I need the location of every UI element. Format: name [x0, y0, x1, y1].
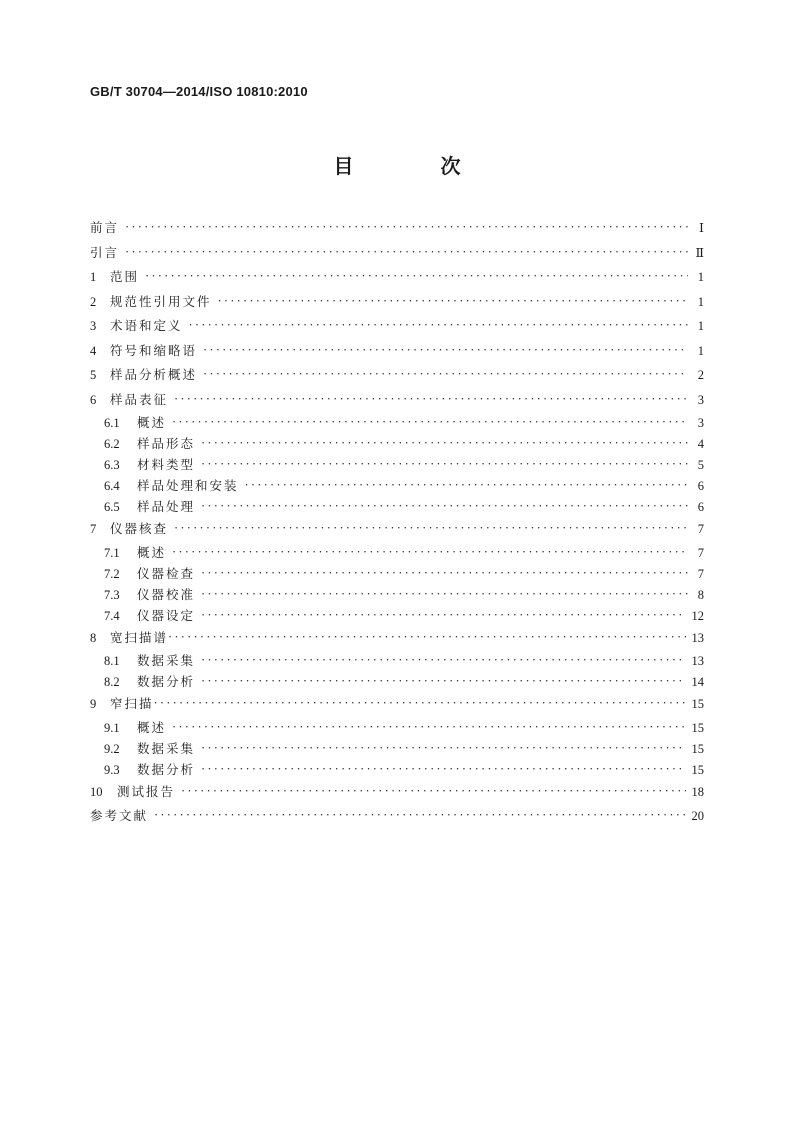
dot-leader	[168, 625, 685, 650]
toc-entry-label: 仪器校准	[137, 586, 196, 602]
toc-entry-6-1[interactable]	[90, 412, 704, 433]
toc-entry-page: 7	[697, 522, 704, 536]
toc-entry-label: 仪器检查	[137, 565, 196, 581]
dot-leader	[125, 240, 688, 265]
toc-entry-label: 测试报告	[117, 783, 176, 799]
toc-entry-6-4[interactable]	[90, 475, 704, 496]
dot-leader	[201, 584, 688, 605]
toc-entry-number: 7	[90, 522, 97, 536]
toc-entry-page: 15	[691, 697, 704, 711]
toc-entry-number: 6.5	[104, 500, 120, 514]
toc-entry-10[interactable]	[90, 780, 704, 805]
toc-entry-page: 7	[697, 566, 704, 581]
toc-entry-6-5[interactable]	[90, 496, 704, 517]
toc-entry-number: 8.1	[104, 654, 120, 668]
toc-entry-label: 前言	[90, 220, 120, 235]
toc-entry-9-2[interactable]	[90, 738, 704, 759]
standard-code: GB/T 30704—2014/ISO 10810:2010	[90, 84, 308, 99]
toc-entry-page: 1	[697, 343, 704, 358]
toc-entry-9[interactable]	[90, 692, 704, 717]
dot-leader	[201, 496, 688, 517]
toc-entry-page: 15	[691, 762, 704, 777]
toc-entry-6[interactable]	[90, 388, 704, 413]
toc-entry-number: 7.3	[104, 587, 120, 602]
toc-entry-page: 4	[697, 437, 704, 451]
toc-entry-number: 9	[90, 697, 97, 711]
toc-entry-number: 7.4	[104, 608, 120, 623]
dot-leader	[201, 454, 688, 475]
toc-entry-label: 符号和缩略语	[110, 342, 198, 358]
toc-entry-label: 样品表征	[110, 391, 169, 407]
toc-entry-label: 样品分析概述	[110, 367, 198, 382]
toc-entry-1[interactable]	[90, 265, 704, 290]
dot-leader	[154, 691, 686, 716]
toc-entry-7-3[interactable]	[90, 584, 704, 605]
toc-entry-label: 参考文献	[90, 808, 149, 823]
toc-entry-page: 5	[697, 458, 704, 472]
toc-entry-3[interactable]	[90, 314, 704, 339]
toc-entry-6-3[interactable]	[90, 454, 704, 475]
toc-entry-page: 15	[691, 741, 704, 756]
toc-entry-label: 数据分析	[137, 674, 196, 689]
page-title: 目 次	[333, 154, 501, 178]
dot-leader	[174, 516, 688, 541]
toc-entry-number: 2	[90, 294, 97, 309]
toc-entry-label: 窄扫描	[110, 696, 154, 711]
toc-entry-page: 1	[697, 270, 704, 284]
toc-entry-introduction[interactable]	[90, 241, 704, 266]
toc-entry-page: 18	[691, 784, 704, 799]
toc-entry-page: 6	[697, 479, 704, 493]
toc-entry-label: 仪器设定	[137, 607, 196, 623]
toc-entry-label: 范围	[110, 269, 140, 284]
toc-entry-8-2[interactable]	[90, 671, 704, 692]
toc-entry-page: Ⅱ	[695, 245, 704, 260]
toc-entry-number: 9.2	[104, 741, 120, 756]
toc-entry-label: 样品处理和安装	[137, 478, 239, 493]
toc-entry-page: 20	[691, 809, 704, 823]
dot-leader	[218, 289, 688, 314]
toc-entry-number: 3	[90, 319, 97, 333]
toc-entry-7-4[interactable]	[90, 605, 704, 626]
toc-entry-label: 数据分析	[137, 761, 196, 777]
toc-entry-number: 1	[90, 270, 97, 284]
dot-leader	[189, 313, 688, 338]
toc-entry-label: 数据采集	[137, 740, 196, 756]
toc-entry-2[interactable]	[90, 290, 704, 315]
dot-leader	[181, 779, 685, 804]
toc-entry-page: 3	[697, 392, 704, 407]
toc-entry-page: Ⅰ	[699, 221, 704, 235]
toc-entry-7[interactable]	[90, 517, 704, 542]
dot-leader	[201, 759, 685, 780]
toc-entry-number: 10	[90, 784, 103, 799]
dot-leader	[174, 387, 688, 412]
table-of-contents	[90, 216, 704, 829]
toc-entry-page: 2	[697, 368, 704, 382]
toc-entry-label: 数据采集	[137, 653, 196, 668]
toc-entry-number: 8.2	[104, 675, 120, 689]
toc-entry-page: 1	[697, 294, 704, 309]
toc-entry-label: 概述	[137, 415, 167, 430]
toc-entry-bibliography[interactable]	[90, 804, 704, 829]
dot-leader	[201, 650, 685, 671]
toc-entry-8-1[interactable]	[90, 650, 704, 671]
toc-entry-label: 材料类型	[137, 457, 196, 472]
toc-entry-number: 6.4	[104, 479, 120, 493]
toc-entry-label: 引言	[90, 244, 120, 260]
toc-entry-number: 6.2	[104, 437, 120, 451]
toc-entry-number: 9.1	[104, 720, 120, 735]
toc-entry-number: 7.2	[104, 566, 120, 581]
dot-leader	[201, 671, 685, 692]
dot-leader	[154, 803, 685, 828]
toc-entry-label: 样品形态	[137, 436, 196, 451]
dot-leader	[201, 563, 688, 584]
toc-entry-8[interactable]	[90, 626, 704, 651]
toc-entry-number: 6	[90, 392, 97, 407]
dot-leader	[125, 215, 688, 240]
toc-entry-6-2[interactable]	[90, 433, 704, 454]
dot-leader	[172, 717, 685, 738]
toc-entry-page: 13	[691, 630, 704, 645]
dot-leader	[201, 433, 688, 454]
dot-leader	[201, 605, 685, 626]
dot-leader	[245, 475, 688, 496]
toc-entry-number: 5	[90, 368, 97, 382]
toc-entry-label: 宽扫描谱	[110, 629, 169, 645]
toc-entry-page: 14	[691, 675, 704, 689]
dot-leader	[145, 264, 688, 289]
toc-entry-label: 概述	[137, 719, 167, 735]
toc-entry-label: 概述	[137, 544, 167, 560]
dot-leader	[172, 542, 688, 563]
toc-entry-page: 1	[697, 319, 704, 333]
toc-entry-4[interactable]	[90, 339, 704, 364]
dot-leader	[203, 338, 688, 363]
toc-entry-9-1[interactable]	[90, 717, 704, 738]
toc-entry-7-1[interactable]	[90, 542, 704, 563]
toc-entry-number: 4	[90, 343, 97, 358]
toc-entry-7-2[interactable]	[90, 563, 704, 584]
toc-entry-label: 仪器核查	[110, 521, 169, 536]
toc-entry-page: 7	[697, 545, 704, 560]
toc-entry-label: 术语和定义	[110, 318, 183, 333]
toc-entry-page: 15	[691, 720, 704, 735]
toc-entry-page: 13	[691, 654, 704, 668]
toc-entry-page: 6	[697, 500, 704, 514]
toc-entry-page: 8	[697, 587, 704, 602]
toc-entry-label: 样品处理	[137, 499, 196, 514]
dot-leader	[201, 738, 685, 759]
dot-leader	[203, 362, 688, 387]
toc-entry-number: 8	[90, 630, 97, 645]
toc-entry-page: 12	[691, 608, 704, 623]
toc-entry-number: 9.3	[104, 762, 120, 777]
toc-entry-number: 6.1	[104, 416, 120, 430]
dot-leader	[172, 412, 688, 433]
toc-entry-page: 3	[697, 416, 704, 430]
toc-entry-number: 6.3	[104, 458, 120, 472]
toc-entry-9-3[interactable]	[90, 759, 704, 780]
toc-entry-number: 7.1	[104, 545, 120, 560]
toc-entry-label: 规范性引用文件	[110, 293, 212, 309]
toc-entry-foreword[interactable]	[90, 216, 704, 241]
toc-entry-5[interactable]	[90, 363, 704, 388]
